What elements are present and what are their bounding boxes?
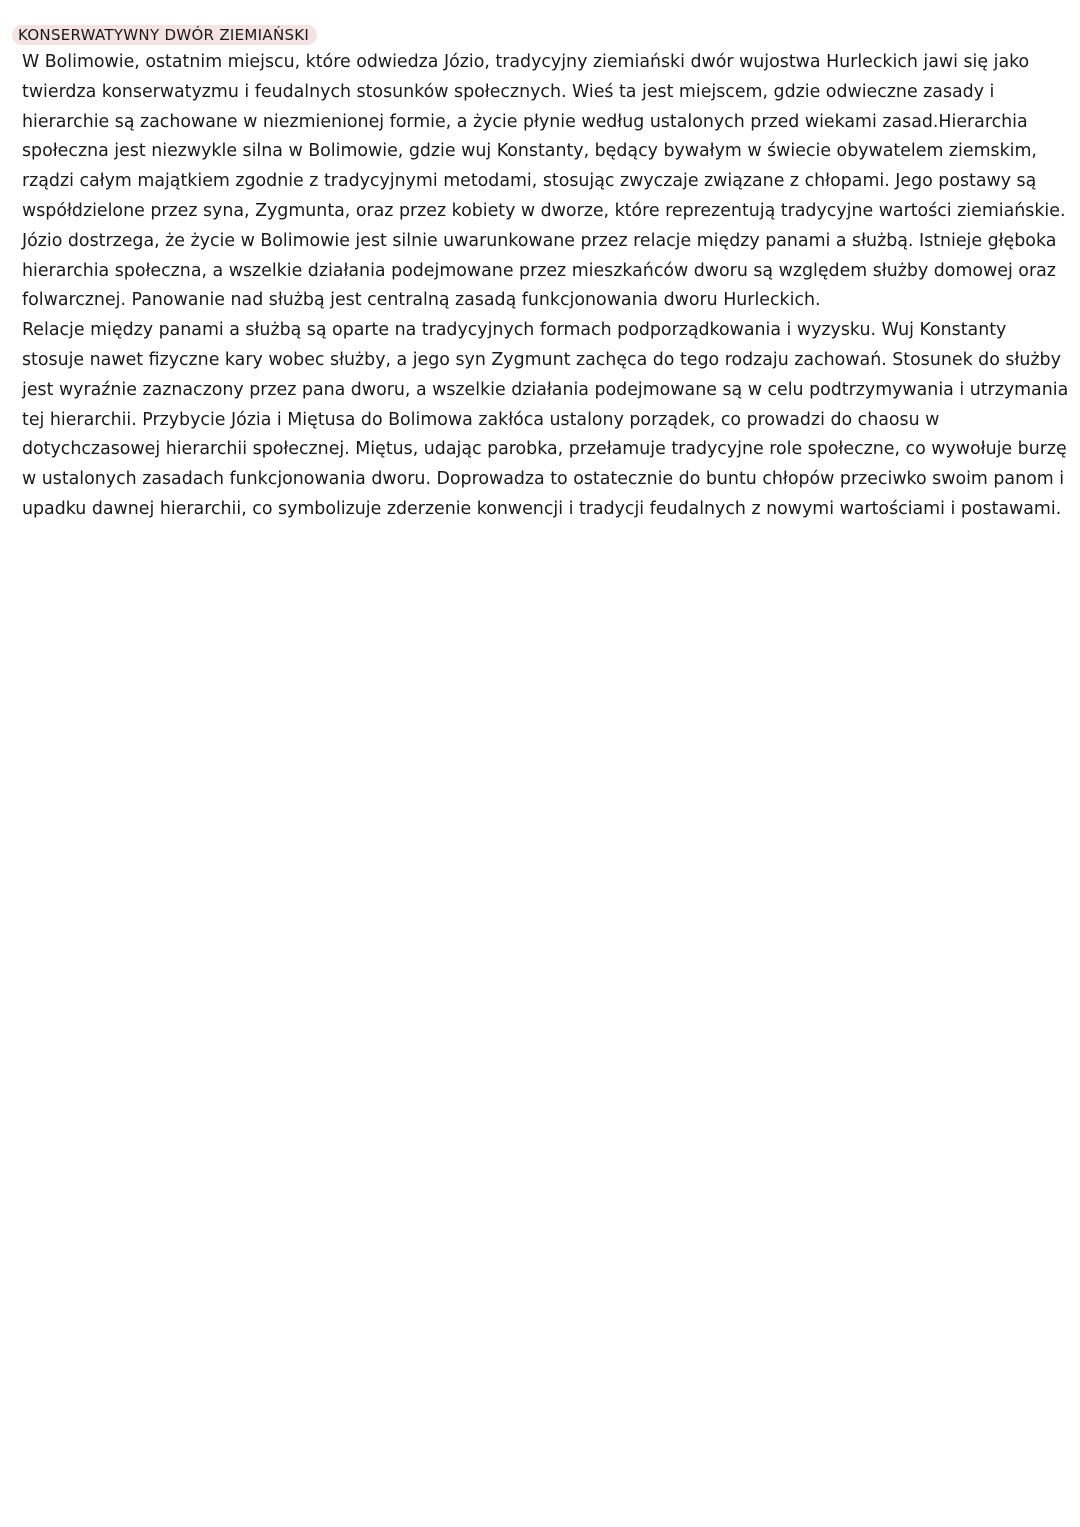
document-content — [18, 22, 1069, 525]
text-line: tej hierarchii. Przybycie Józia i Miętusa do Bolimowa zakłóca ustalony porządek, co prowadzi do chaosu w — [22, 409, 940, 430]
text-line: współdzielone przez syna, Zygmunta, oraz przez kobiety w dworze, które reprezentują tradycyjne wartości ziemiańskie. — [22, 200, 1066, 221]
text-line: hierarchie są zachowane w niezmienionej formie, a życie płynie według ustalonych przed wiekami zasad.Hierarchia — [22, 111, 1028, 132]
text-line: społeczna jest niezwykle silna w Bolimowie, gdzie wuj Konstanty, będący bywałym w świecie obywatelem ziemskim, — [22, 141, 1037, 162]
text-line: Relacje między panami a służbą są oparte na tradycyjnych formach podporządkowania i wyzysku. Wuj Konstanty — [22, 320, 1007, 341]
text-line: stosuje nawet fizyczne kary wobec służby, a jego syn Zygmunt zachęca do tego rodzaju zachowań. Stosunek do służby — [22, 349, 1061, 370]
document-body — [22, 48, 1069, 525]
text-line: dotychczasowej hierarchii społecznej. Miętus, udając parobka, przełamuje tradycyjne role społeczne, co wywołuje burzę — [22, 439, 1067, 460]
text-line: Józio dostrzega, że życie w Bolimowie jest silnie uwarunkowane przez relacje między panami a służbą. Istnieje głęboka — [22, 230, 1057, 251]
text-line: jest wyraźnie zaznaczony przez pana dworu, a wszelkie działania podejmowane są w celu podtrzymywania i utrzymania — [22, 379, 1069, 400]
text-line: hierarchia społeczna, a wszelkie działania podejmowane przez mieszkańców dworu są względem służby domowej oraz — [22, 260, 1056, 281]
text-line: folwarcznej. Panowanie nad służbą jest centralną zasadą funkcjonowania dworu Hurleckich. — [22, 290, 821, 311]
text-line: upadku dawnej hierarchii, co symbolizuje zderzenie konwencji i tradycji feudalnych z nowymi wartościami i postawami. — [22, 498, 1062, 519]
document-title: KONSERWATYWNY DWÓR ZIEMIAŃSKI — [18, 26, 310, 44]
text-line: w ustalonych zasadach funkcjonowania dworu. Doprowadza to ostatecznie do buntu chłopów przeciwko swoim panom i — [22, 469, 1065, 490]
text-line: W Bolimowie, ostatnim miejscu, które odwiedza Józio, tradycyjny ziemiański dwór wujostwa Hurleckich jawi się jako — [22, 52, 1030, 72]
text-line: rządzi całym majątkiem zgodnie z tradycyjnymi metodami, stosując zwyczaje związane z chłopami. Jego postawy są — [22, 171, 1037, 192]
text-line: twierdza konserwatyzmu i feudalnych stosunków społecznych. Wieś ta jest miejscem, gdzie odwieczne zasady i — [22, 81, 995, 102]
title-wrapper — [16, 22, 315, 48]
